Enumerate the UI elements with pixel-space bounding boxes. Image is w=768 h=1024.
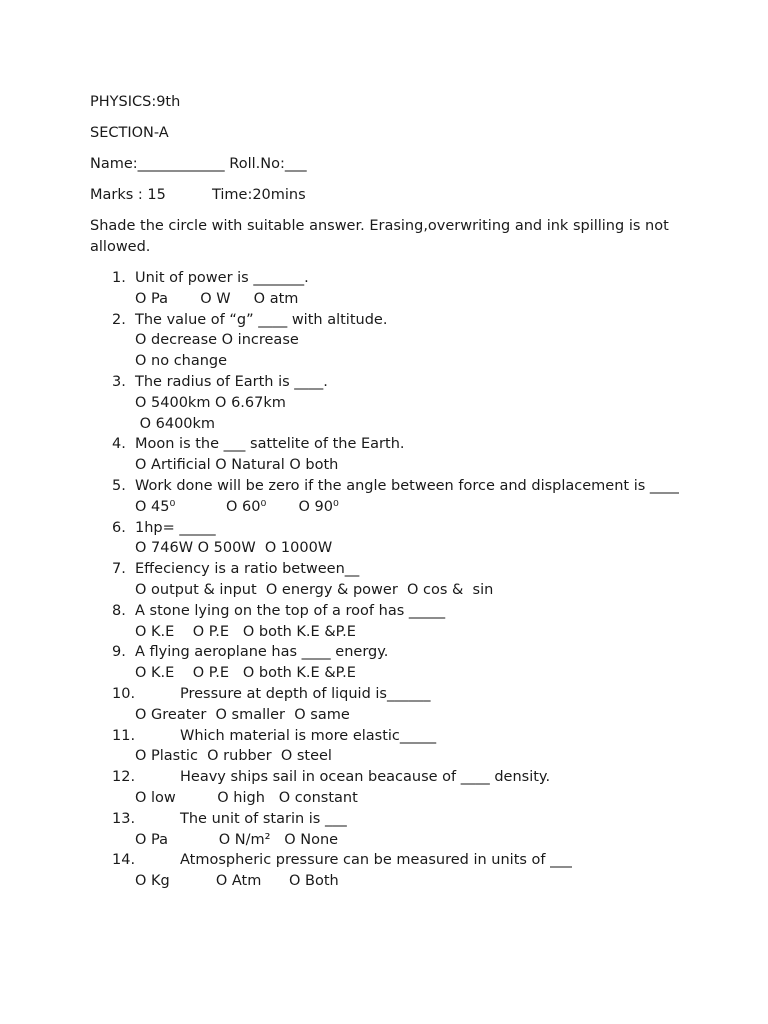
answer-options[interactable]: O decrease O increase	[135, 332, 299, 349]
question-number: 14.	[112, 852, 136, 869]
answer-options[interactable]: O K.E O P.E O both K.E &P.E	[135, 623, 356, 640]
question-item	[90, 268, 690, 310]
question-text: Which material is more elastic_____	[180, 727, 437, 744]
question-list	[90, 268, 690, 892]
question-item	[90, 372, 690, 434]
answer-options[interactable]: O Pa O N/m² O None	[135, 831, 339, 848]
answer-options[interactable]: O output & input O energy & power O cos & sin	[135, 581, 494, 598]
answer-options[interactable]: O Pa O W O atm	[135, 290, 299, 307]
answer-options[interactable]: O Artificial O Natural O both	[135, 457, 339, 474]
question-number: 1.	[112, 270, 126, 286]
answer-options[interactable]: O Plastic O rubber O steel	[135, 748, 332, 765]
instructions: Shade the circle with suitable answer. Erasing,overwriting and ink spilling is not allowed.	[90, 218, 669, 255]
question-text: Unit of power is _______.	[135, 270, 309, 286]
question-text: The unit of starin is ___	[180, 810, 347, 827]
name-roll-line: Name:____________ Roll.No:___	[90, 156, 307, 172]
question-number: 5.	[112, 477, 126, 494]
question-number: 10.	[112, 685, 136, 702]
answer-options[interactable]: O Greater O smaller O same	[135, 706, 350, 723]
question-number: 6.	[112, 519, 126, 536]
question-text: Atmospheric pressure can be measured in units of ___	[180, 852, 572, 869]
question-number: 9.	[112, 644, 126, 661]
answer-options[interactable]: O 6400km	[135, 415, 216, 432]
question-item	[90, 434, 690, 476]
question-text: Moon is the ___ sattelite of the Earth.	[135, 436, 405, 453]
answer-options[interactable]: O 746W O 500W O 1000W	[135, 540, 333, 557]
answer-options[interactable]: O 45⁰ O 60⁰ O 90⁰	[135, 498, 339, 515]
question-item	[90, 726, 690, 768]
answer-options[interactable]: O 5400km O 6.67km	[135, 394, 286, 411]
answer-options[interactable]: O Kg O Atm O Both	[135, 873, 339, 890]
question-text: The radius of Earth is ____.	[135, 373, 328, 390]
question-number: 2.	[112, 311, 126, 328]
question-item	[90, 767, 690, 809]
question-number: 8.	[112, 602, 126, 619]
answer-options[interactable]: O no change	[135, 353, 228, 370]
section-line: SECTION-A	[90, 125, 169, 141]
question-item	[90, 476, 690, 518]
question-number: 4.	[112, 436, 126, 453]
question-text: 1hp= _____	[135, 519, 216, 536]
question-item	[90, 850, 690, 892]
question-number: 11.	[112, 727, 136, 744]
subject-line: PHYSICS:9th	[90, 94, 181, 110]
question-number: 7.	[112, 561, 126, 578]
question-number: 3.	[112, 373, 126, 390]
question-number: 12.	[112, 769, 136, 786]
exam-paper	[90, 92, 690, 892]
question-text: Heavy ships sail in ocean beacause of ____ density.	[180, 769, 551, 786]
question-item	[90, 642, 690, 684]
question-text: A stone lying on the top of a roof has _____	[135, 602, 446, 619]
marks-time-line: Marks : 15 Time:20mins	[90, 187, 306, 203]
answer-options[interactable]: O K.E O P.E O both K.E &P.E	[135, 665, 356, 682]
question-text: Work done will be zero if the angle between force and displacement is ____	[135, 477, 679, 494]
question-item	[90, 518, 690, 560]
question-text: Pressure at depth of liquid is______	[180, 685, 431, 702]
question-text: A flying aeroplane has ____ energy.	[135, 644, 389, 661]
question-item	[90, 310, 690, 372]
question-number: 13.	[112, 810, 136, 827]
question-item	[90, 601, 690, 643]
question-text: The value of “g” ____ with altitude.	[135, 311, 388, 328]
question-text: Effeciency is a ratio between__	[135, 561, 360, 578]
question-item	[90, 809, 690, 851]
question-item	[90, 559, 690, 601]
question-item	[90, 684, 690, 726]
answer-options[interactable]: O low O high O constant	[135, 789, 358, 806]
